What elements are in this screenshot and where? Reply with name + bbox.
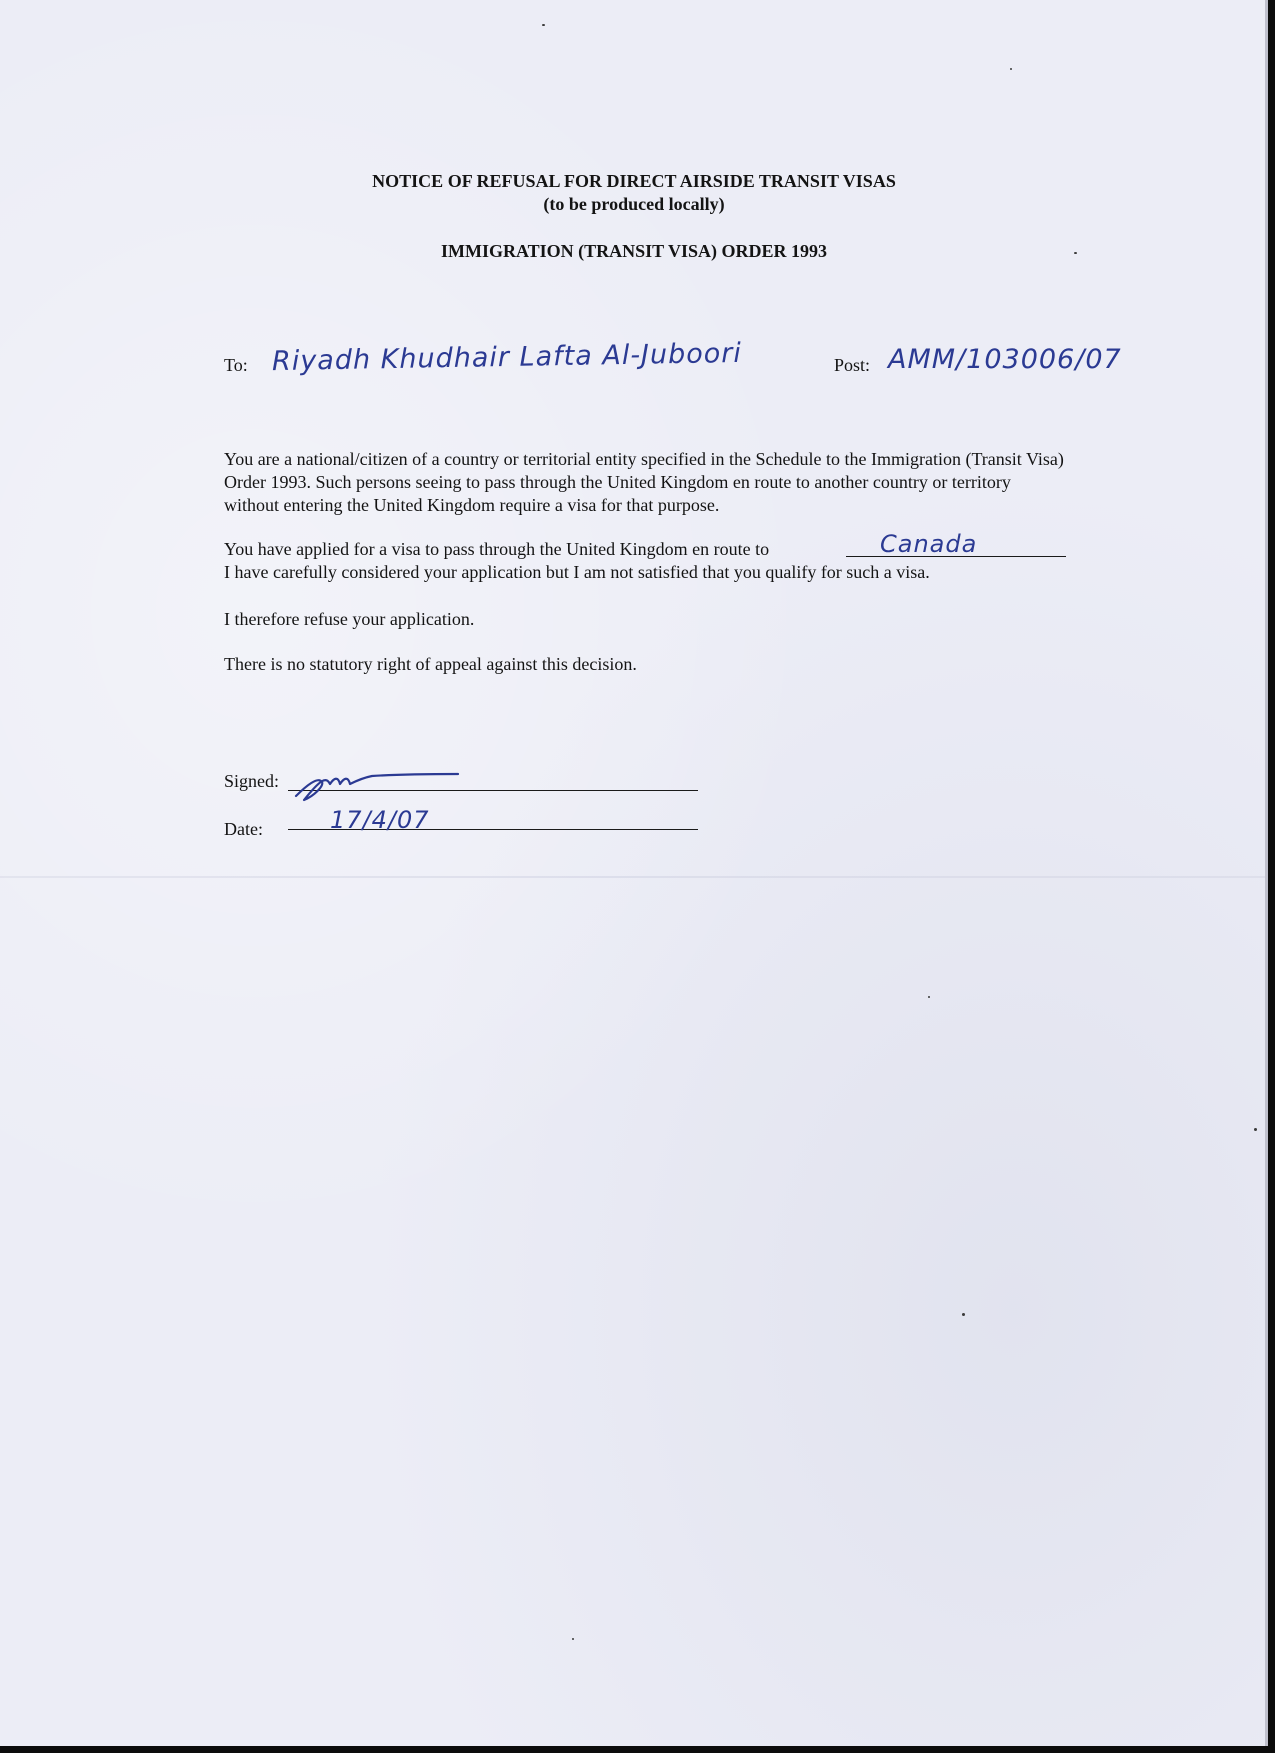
handwritten-signature [292, 766, 472, 804]
scan-speck [1074, 252, 1077, 254]
document-title: NOTICE OF REFUSAL FOR DIRECT AIRSIDE TRANSIT VISAS [372, 171, 896, 191]
date-value: 17/4/07 [330, 806, 430, 834]
signed-label: Signed: [224, 771, 280, 791]
scan-speck [572, 1638, 574, 1640]
destination-value: Canada [880, 530, 978, 558]
recipient-name: Riyadh Khudhair Lafta Al-Juboori [271, 337, 743, 378]
paper-fold-line [0, 876, 1268, 878]
application-statement: You have applied for a visa to pass through the United Kingdom en route to [224, 539, 770, 559]
order-heading: IMMIGRATION (TRANSIT VISA) ORDER 1993 [440, 241, 828, 261]
post-label: Post: [834, 355, 871, 375]
eligibility-paragraph: You are a national/citizen of a country or territorial entity specified in the Schedule to the Immigration (Transit Visa) Order 1993. Such persons seeing to pass through the United Kingdom en route to another country or territory without entering the United Kingdom require a visa for that purpose. [224, 449, 1064, 515]
scan-speck [962, 1313, 965, 1316]
scan-speck [928, 996, 930, 998]
to-label: To: [224, 355, 248, 375]
post-reference: AMM/103006/07 [888, 344, 1122, 375]
scan-speck [542, 24, 545, 26]
appeal-statement: There is no statutory right of appeal against this decision. [224, 654, 637, 674]
scan-speck [1010, 68, 1012, 70]
document-subtitle: (to be produced locally) [543, 194, 725, 214]
date-label: Date: [224, 819, 263, 839]
scan-speck [1254, 1128, 1257, 1131]
consideration-statement: I have carefully considered your application but I am not satisfied that you qualify for such a visa. [224, 562, 930, 582]
refusal-statement: I therefore refuse your application. [224, 609, 475, 629]
